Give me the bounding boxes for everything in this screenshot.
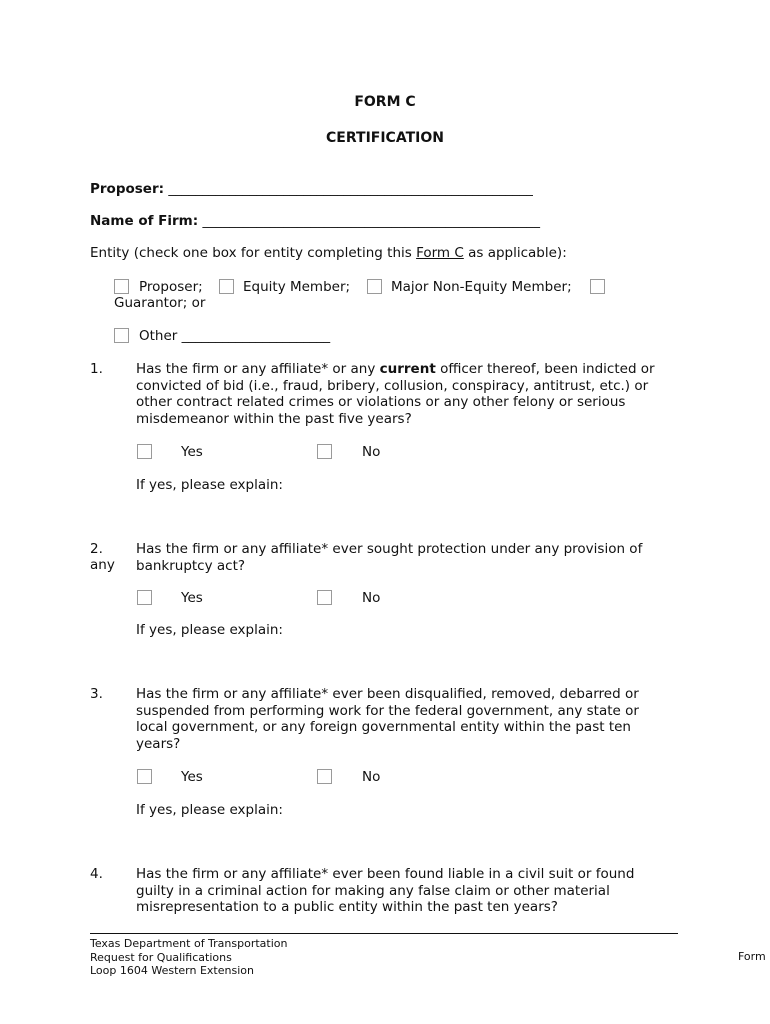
question-2-no-checkbox[interactable] [317,590,332,605]
question-1-yes-label: Yes [181,444,203,460]
question-2-explain: If yes, please explain: [136,622,283,638]
firm-line[interactable]: __________________________________________________ [202,213,540,229]
footer-left [90,937,288,978]
proposer-label: Proposer: [90,181,165,197]
guarantor-checkbox[interactable] [590,279,605,294]
question-4-line-3: misrepresentation to a public entity within the past ten years? [136,899,558,915]
question-1-line-3: other contract related crimes or violations or any other felony or serious [136,394,626,410]
question-1-no-checkbox[interactable] [317,444,332,459]
question-4-line-1: Has the firm or any affiliate* ever been found liable in a civil suit or found [136,866,635,882]
question-3-line-2: suspended from performing work for the federal government, any state or [136,702,639,719]
question-2-yes-label: Yes [181,590,203,606]
footer-divider [90,933,678,934]
question-3-text [136,686,639,752]
question-4-number: 4. [90,866,103,882]
other-label[interactable]: Other ______________________ [139,328,331,344]
entity-intro [90,245,567,262]
question-1-emphasis: current [379,361,436,377]
major-non-equity-checkbox[interactable] [367,279,382,294]
proposer-checkbox[interactable] [114,279,129,294]
entity-intro-after: as applicable): [463,245,567,261]
proposer-option-label: Proposer; [139,279,203,295]
question-1-no-label: No [362,444,381,460]
question-1-line-1-before: Has the firm or any affiliate* or any [136,361,380,377]
guarantor-label: Guarantor; or [114,295,206,311]
form-subtitle: CERTIFICATION [326,130,444,146]
question-1-line-4: misdemeanor within the past five years? [136,410,412,427]
question-3-explain: If yes, please explain: [136,802,283,818]
question-2-number-continued: any [90,557,115,573]
question-2-text [136,541,642,574]
footer-line-2: Request for Qualifications [90,950,232,964]
entity-intro-before: Entity (check one box for entity completing this [90,245,417,261]
question-2-line-1: Has the firm or any affiliate* ever sought protection under any provision of [136,541,643,557]
other-checkbox[interactable] [114,328,129,343]
question-3-line-1: Has the firm or any affiliate* ever been disqualified, removed, debarred or [136,686,639,702]
question-4-text [136,866,634,916]
entity-intro-link: Form C [416,245,464,261]
question-1-line-1 [136,361,655,378]
footer-right: Form [738,950,766,963]
question-2-no-label: No [362,590,381,606]
question-2-line-2: bankruptcy act? [136,557,246,574]
firm-name-field[interactable] [90,213,540,230]
equity-member-label: Equity Member; [243,279,351,295]
question-1-line-1-after: officer thereof, been indicted or [435,361,655,377]
question-1-text [136,361,655,427]
question-3-yes-label: Yes [181,769,203,785]
equity-member-checkbox[interactable] [219,279,234,294]
question-3-number: 3. [90,686,103,702]
question-2-yes-checkbox[interactable] [137,590,152,605]
proposer-line[interactable]: ______________________________________________________ [168,181,533,197]
question-3-yes-checkbox[interactable] [137,769,152,784]
question-1-number: 1. [90,361,103,377]
form-title: FORM C [354,94,416,110]
question-3-line-3: local government, or any foreign governmental entity within the past ten [136,719,631,735]
question-1-line-2: convicted of bid (i.e., fraud, bribery, collusion, conspiracy, antitrust, etc.) or [136,377,649,394]
footer-line-1: Texas Department of Transportation [90,937,288,950]
major-non-equity-label: Major Non-Equity Member; [391,279,572,295]
question-3-no-label: No [362,769,381,785]
question-2-number: 2. [90,541,103,557]
question-3-no-checkbox[interactable] [317,769,332,784]
question-4-line-2: guilty in a criminal action for making any false claim or other material [136,882,610,899]
question-1-explain: If yes, please explain: [136,477,283,493]
proposer-field[interactable] [90,181,533,198]
question-1-yes-checkbox[interactable] [137,444,152,459]
footer-line-3: Loop 1604 Western Extension [90,964,254,977]
question-3-line-4: years? [136,735,181,752]
firm-label: Name of Firm: [90,213,199,229]
